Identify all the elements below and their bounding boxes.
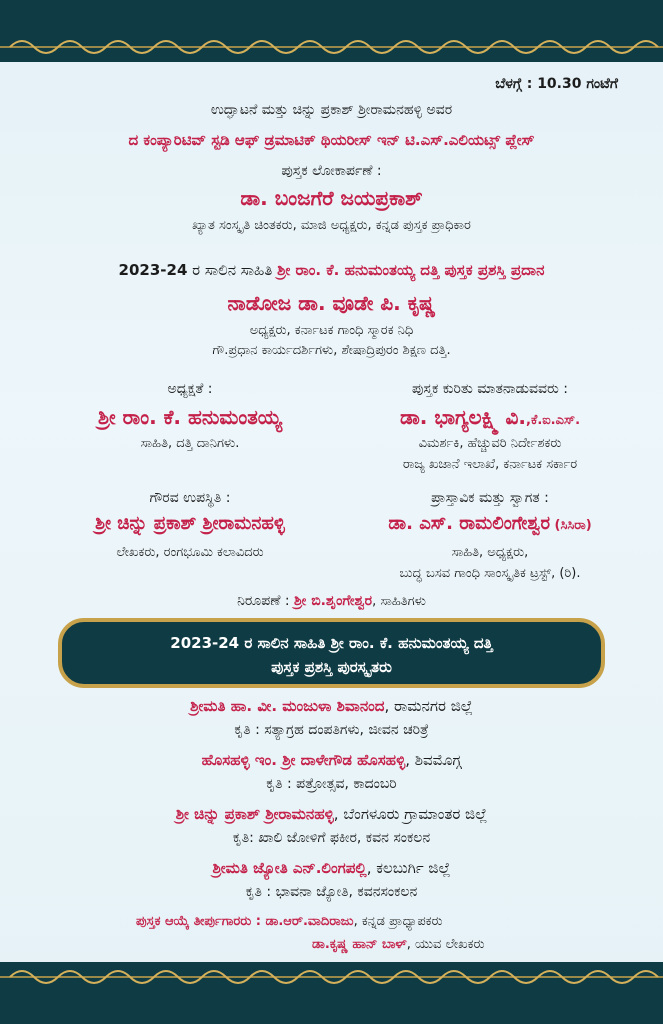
award-line-red: ಶ್ರೀ ರಾಂ. ಕೆ. ಹನುಮಂತಯ್ಯ ದತ್ತಿ ಪುಸ್ತಕ ಪ್ರಶಸ್ತಿ ಪ್ರದಾನ: [277, 261, 545, 279]
speaker-label: ಪುಸ್ತಕ ಕುರಿತು ಮಾತನಾಡುವವರು :: [411, 381, 568, 397]
awardee-work: ಕೃತಿ : ಪತ್ರೋತ್ಸವ, ಕಾದಂಬರಿ: [266, 776, 397, 792]
speaker-suffix: ,ಕೆ.ಐ.ಎಸ್.: [526, 413, 581, 428]
book-release-label: ಪುಸ್ತಕ ಲೋಕಾರ್ಪಣೆ :: [281, 163, 382, 179]
president-label: ಅಧ್ಯಕ್ಷತೆ :: [167, 381, 213, 397]
welcome-desc-1: ಸಾಹಿತಿ, ಅಧ್ಯಕ್ಷರು,: [451, 545, 529, 560]
welcome-name: ಡಾ. ಎಸ್. ರಾಮಲಿಂಗೇಶ್ವರ: [388, 513, 550, 534]
awardee-1: [0, 697, 663, 715]
guest-label: ಗೌರವ ಉಪಸ್ಥಿತಿ :: [149, 490, 231, 506]
presenter-name: ನಾಡೋಜ ಡಾ. ವೂಡೇ ಪಿ. ಕೃಷ್ಣ: [227, 291, 436, 315]
welcome-name-line: [340, 513, 640, 534]
chief-guest-name: ಡಾ. ಬಂಜಗೆರೆ ಜಯಪ್ರಕಾಶ್: [240, 186, 423, 210]
awardee-place: , ಬೆಂಗಳೂರು ಗ್ರಾಮಾಂತರ ಜಿಲ್ಲೆ: [333, 805, 488, 823]
awardee-3: [0, 805, 663, 823]
awardee-name: ಹೊಸಹಳ್ಳಿ ಇಂ. ಶ್ರೀ ದಾಳೇಗೌಡ ಹೊಸಹಳ್ಳಿ: [201, 751, 406, 769]
awardee-name: ಶ್ರೀಮತಿ ಹಾ. ವೀ. ಮಂಜುಳಾ ಶಿವಾನಂದ: [190, 697, 385, 715]
awardee-name: ಶ್ರೀ ಚಿನ್ನು ಪ್ರಕಾಶ್ ಶ್ರೀರಾಮನಹಳ್ಳಿ: [175, 805, 334, 823]
gold-scroll-ornament: [0, 964, 663, 990]
awardee-place: , ರಾಮನಗರ ಜಿಲ್ಲೆ: [384, 697, 473, 715]
banner-line-1: 2023-24 ರ ಸಾಲಿನ ಸಾಹಿತಿ ಶ್ರೀ ರಾಂ. ಕೆ. ಹನುಮಂತಯ್ಯ ದತ್ತಿ: [170, 634, 493, 652]
presenter-desc-2: ಗೌ.ಪ್ರಧಾನ ಕಾರ್ಯದರ್ಶಿಗಳು, ಶೇಷಾದ್ರಿಪುರಂ ಶಿಕ್ಷಣ ದತ್ತಿ.: [212, 343, 451, 358]
awardee-place: , ಕಲಬುರ್ಗಿ ಜಿಲ್ಲೆ: [366, 859, 451, 877]
event-time: ಬೆಳಗ್ಗೆ : 10.30 ಗಂಟೆಗೆ: [495, 76, 618, 92]
president-name: ಶ್ರೀ ರಾಂ. ಕೆ. ಹನುಮಂತಯ್ಯ: [98, 405, 282, 429]
selectors-line-1: [136, 914, 443, 929]
award-line-rest: ರ ಸಾಲಿನ ಸಾಹಿತಿ: [187, 261, 278, 279]
welcome-desc-2: ಬುದ್ಧ ಬಸವ ಗಾಂಧಿ ಸಾಂಸ್ಕೃತಿಕ ಟ್ರಸ್ಟ್, (ರಿ).: [399, 566, 581, 581]
selectors-label: ಪುಸ್ತಕ ಆಯ್ಕೆ ತೀರ್ಪುಗಾರರು :: [136, 914, 266, 929]
speaker-name-line: [340, 405, 640, 429]
guest-name: ಶ್ರೀ ಚಿನ್ನು ಪ್ರಕಾಶ್ ಶ್ರೀರಾಮನಹಳ್ಳಿ: [95, 513, 285, 534]
bottom-decorative-band: [0, 962, 663, 1024]
president-desc: ಸಾಹಿತಿ, ದತ್ತಿ ದಾನಿಗಳು.: [140, 436, 240, 451]
welcome-suffix: (ಸಿಸಿರಾ): [549, 518, 592, 533]
anchor-line: [0, 593, 663, 609]
awardee-place: , ಶಿವಮೊಗ್ಗ: [405, 751, 462, 769]
presenter-desc-1: ಅಧ್ಯಕ್ಷರು, ಕರ್ನಾಟಕ ಗಾಂಧಿ ಸ್ಮಾರಕ ನಿಧಿ: [249, 323, 414, 338]
inauguration-line: ಉದ್ಘಾಟನೆ ಮತ್ತು ಚಿನ್ನು ಪ್ರಕಾಶ್ ಶ್ರೀರಾಮನಹಳ್ಳಿ ಅವರ: [210, 102, 453, 118]
guest-desc: ಲೇಖಕರು, ರಂಗಭೂಮಿ ಕಲಾವಿದರು: [116, 545, 264, 560]
anchor-desc: , ಸಾಹಿತಿಗಳು: [372, 594, 426, 609]
selectors-line-2: [312, 937, 485, 952]
award-presentation-line: [0, 261, 663, 279]
banner-line-2: ಪುಸ್ತಕ ಪ್ರಶಸ್ತಿ ಪುರಸ್ಕೃತರು: [271, 658, 392, 676]
judge-1-name: ಡಾ.ಆರ್.ವಾದಿರಾಜು: [265, 914, 354, 929]
awardees-banner: [58, 618, 605, 688]
awardee-4: [0, 859, 663, 877]
anchor-name: ಶ್ರೀ ಬಿ.ಶೃಂಗೇಶ್ವರ: [294, 593, 373, 609]
speaker-name: ಡಾ. ಭಾಗ್ಯಲಕ್ಷ್ಮಿ ವಿ.: [399, 405, 527, 429]
judge-1-desc: , ಕನ್ನಡ ಪ್ರಾಧ್ಯಾಪಕರು: [353, 914, 443, 929]
awardee-work: ಕೃತಿ : ಭಾವನಾ ಜ್ಯೋತಿ, ಕವನಸಂಕಲನ: [245, 884, 418, 900]
top-decorative-band: [0, 0, 663, 62]
award-year: 2023-24: [118, 261, 188, 279]
awardee-name: ಶ್ರೀಮತಿ ಜ್ಯೋತಿ ಎನ್.ಲಿಂಗಪಲ್ಲಿ: [212, 859, 367, 877]
judge-2-name: ಡಾ.ಕೃಷ್ಣ ಹಾನ್ ಬಾಳ್: [312, 937, 407, 952]
gold-scroll-ornament: [0, 34, 663, 60]
welcome-label: ಪ್ರಾಸ್ತಾವಿಕ ಮತ್ತು ಸ್ವಾಗತ :: [431, 490, 549, 506]
awardee-2: [0, 751, 663, 769]
awardee-work: ಕೃತಿ: ಖಾಲಿ ಜೋಳಿಗೆ ಫಕೀರ, ಕವನ ಸಂಕಲನ: [232, 830, 431, 846]
awardee-work: ಕೃತಿ : ಸತ್ಯಾಗ್ರಹ ದಂಪತಿಗಳು, ಜೀವನ ಚರಿತ್ರೆ: [234, 722, 429, 738]
judge-2-desc: , ಯುವ ಲೇಖಕರು: [406, 937, 485, 952]
speaker-desc-2: ರಾಜ್ಯ ಖಜಾನೆ ಇಲಾಖೆ, ಕರ್ನಾಟಕ ಸರ್ಕಾರ: [402, 457, 578, 472]
book-title: ದ ಕಂಪ್ಯಾರಿಟಿವ್ ಸ್ಟಡಿ ಆಫ್ ಡ್ರಮಾಟಿಕ್ ಥಿಯರೀಸ್ ಇನ್ ಟಿ.ಎಸ್.ಎಲಿಯಟ್ಸ್ ಪ್ಲೇಸ್: [128, 131, 535, 149]
speaker-desc-1: ವಿಮರ್ಶಕಿ, ಹೆಚ್ಚುವರಿ ನಿರ್ದೇಶಕರು: [418, 436, 562, 451]
anchor-label: ನಿರೂಪಣೆ :: [237, 593, 294, 609]
chief-guest-desc: ಖ್ಯಾತ ಸಂಸ್ಕೃತಿ ಚಿಂತಕರು, ಮಾಜಿ ಅಧ್ಯಕ್ಷರು, ಕನ್ನಡ ಪುಸ್ತಕ ಪ್ರಾಧಿಕಾರ: [192, 218, 471, 233]
